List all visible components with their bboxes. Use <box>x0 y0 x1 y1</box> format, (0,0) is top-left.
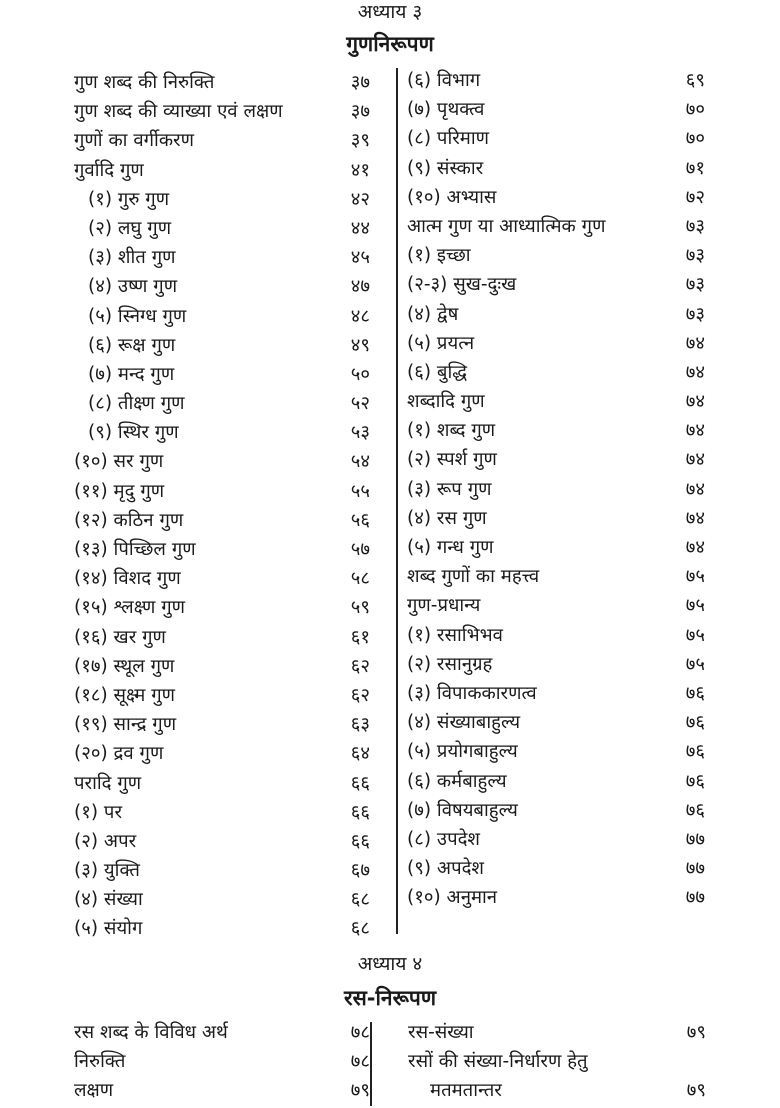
toc-entry-title: (५) गन्ध गुण <box>407 537 494 558</box>
toc-entry-title: (६) विभाग <box>407 70 481 91</box>
toc-entry-title: (३) युक्ति <box>74 860 140 882</box>
toc-entry <box>407 621 705 650</box>
chapter-4-label: अध्याय ४ <box>357 953 423 975</box>
toc-entry-title: (१५) श्लक्ष्ण गुण <box>74 597 186 619</box>
toc-entry-page: ३९ <box>350 130 370 152</box>
toc-entry-title: (२) अपर <box>74 830 137 852</box>
toc-entry-page: ७९ <box>350 1080 370 1102</box>
toc-entry-page: ७४ <box>685 537 705 558</box>
toc-entry-page: ४२ <box>350 188 370 210</box>
toc-entry-page: ७४ <box>685 507 705 529</box>
toc-entry-page: ५६ <box>350 509 370 531</box>
toc-entry-title: आत्म गुण या आध्यात्मिक गुण <box>407 215 606 237</box>
toc-entry <box>407 300 705 329</box>
toc-entry-page: ७६ <box>685 799 705 821</box>
toc-entry-title: निरुक्ति <box>74 1051 126 1073</box>
toc-entry <box>407 154 705 183</box>
toc-entry-page: ७७ <box>685 858 705 880</box>
toc-entry-title: (४) संख्याबाहुल्य <box>407 712 521 734</box>
toc-entry <box>407 591 705 620</box>
toc-entry-page: ४१ <box>350 159 370 181</box>
toc-entry <box>407 737 705 766</box>
toc-entry-page: ५७ <box>350 539 370 560</box>
toc-entry-page: ३७ <box>350 101 370 123</box>
toc-entry <box>407 796 705 825</box>
toc-entry-title: (३) विपाककारणत्व <box>407 682 537 704</box>
toc-entry <box>407 329 705 358</box>
toc-entry <box>407 445 705 474</box>
toc-entry <box>74 214 370 243</box>
toc-entry <box>407 387 705 416</box>
toc-entry <box>74 535 370 564</box>
toc-entry-page: ७४ <box>685 332 705 354</box>
toc-entry-page: ७३ <box>685 303 705 325</box>
toc-entry-title: (१) रसाभिभव <box>407 624 503 646</box>
toc-entry <box>74 506 370 535</box>
toc-entry-title: लक्षण <box>74 1080 114 1102</box>
toc-entry <box>74 156 370 185</box>
toc-entry-title: (१९) सान्द्र गुण <box>74 714 177 736</box>
toc-entry-title: मतमतान्तर <box>430 1080 502 1102</box>
toc-entry-title: (७) विषयबाहुल्य <box>407 799 518 821</box>
chapter-4-title: रस-निरूपण <box>343 986 437 1010</box>
toc-entry <box>74 418 370 447</box>
toc-entry-title: (७) मन्द गुण <box>88 363 175 385</box>
toc-entry-title: (६) कर्मबाहुल्य <box>407 770 507 792</box>
toc-entry-title: (५) संयोग <box>74 918 143 940</box>
toc-entry <box>74 1018 370 1047</box>
toc-entry-title: (१०) अनुमान <box>407 887 498 909</box>
toc-entry <box>74 593 370 622</box>
toc-entry-title: (१३) पिच्छिल गुण <box>74 539 196 560</box>
toc-entry-page: ४७ <box>350 276 370 298</box>
toc-entry-page: ७५ <box>685 566 705 588</box>
toc-entry-page: ५३ <box>350 422 370 444</box>
toc-entry <box>407 767 705 796</box>
toc-entry-page: ७० <box>685 128 705 150</box>
toc-entry-page: ६६ <box>350 772 370 794</box>
toc-entry-title: (१८) सूक्ष्म गुण <box>74 684 176 706</box>
toc-entry <box>74 885 370 914</box>
toc-entry-page: ६९ <box>685 70 705 91</box>
toc-entry <box>74 126 370 155</box>
toc-entry <box>407 95 705 124</box>
toc-entry <box>407 475 705 504</box>
toc-entry-title: गुणों का वर्गीकरण <box>74 130 194 152</box>
toc-entry-title: (१२) कठिन गुण <box>74 509 184 531</box>
toc-entry-page: ५४ <box>350 451 370 473</box>
toc-entry-page: ७३ <box>685 215 705 237</box>
toc-entry-page: ५९ <box>350 597 370 619</box>
toc-entry-title: गुण-प्रधान्य <box>407 595 481 617</box>
toc-entry <box>407 270 705 299</box>
chapter-3-title: गुणनिरूपण <box>346 32 434 56</box>
toc-entry-page: ७५ <box>685 624 705 646</box>
chapter-3-right-column <box>407 66 705 912</box>
toc-entry <box>407 883 705 912</box>
toc-entry-title: (४) द्वेष <box>407 303 459 325</box>
toc-entry-page: ७२ <box>685 186 705 208</box>
toc-entry <box>407 416 705 445</box>
chapter-3-left-column <box>74 68 370 944</box>
toc-entry-title: गुण शब्द की व्याख्या एवं लक्षण <box>74 101 283 123</box>
toc-entry-page: ६२ <box>350 655 370 677</box>
toc-entry <box>408 1047 706 1076</box>
toc-entry-title: (१०) सर गुण <box>74 451 164 473</box>
toc-entry-title: (४) रस गुण <box>407 507 487 529</box>
toc-entry-page: ७६ <box>685 682 705 704</box>
toc-entry <box>74 243 370 272</box>
toc-entry <box>407 562 705 591</box>
toc-entry <box>407 241 705 270</box>
toc-entry <box>74 798 370 827</box>
toc-entry <box>74 564 370 593</box>
toc-entry-page: ४८ <box>350 305 370 327</box>
toc-entry <box>74 185 370 214</box>
toc-entry-title: (११) मृदु गुण <box>74 480 165 502</box>
toc-entry-title: (६) रूक्ष गुण <box>88 334 176 356</box>
toc-entry-title: शब्द गुणों का महत्त्व <box>407 566 540 588</box>
toc-entry-title: (२) रसानुग्रह <box>407 653 493 675</box>
toc-entry-title: (२) स्पर्श गुण <box>407 449 497 471</box>
toc-entry-title: (३) शीत गुण <box>88 247 176 269</box>
toc-entry <box>407 183 705 212</box>
toc-entry <box>74 360 370 389</box>
toc-entry-title: (५) प्रयोगबाहुल्य <box>407 741 518 763</box>
toc-entry-title: (७) पृथक्त्व <box>407 99 485 121</box>
toc-entry-page: ७६ <box>685 770 705 792</box>
toc-entry-title: (३) रूप गुण <box>407 478 492 500</box>
toc-entry-title: गुण शब्द की निरुक्ति <box>74 72 215 93</box>
toc-entry-title: (२०) द्रव गुण <box>74 743 164 765</box>
toc-entry-page: ६२ <box>350 684 370 706</box>
toc-entry-title: (१) इच्छा <box>407 245 471 267</box>
toc-entry-page: ७५ <box>685 653 705 675</box>
toc-entry-page: ७३ <box>685 274 705 296</box>
toc-entry-page: ६४ <box>350 743 370 765</box>
toc-entry-page: ७४ <box>685 449 705 471</box>
toc-entry-page: ७७ <box>685 828 705 850</box>
toc-entry <box>74 1047 370 1076</box>
toc-entry-title: (९) संस्कार <box>407 157 484 179</box>
toc-entry <box>74 302 370 331</box>
toc-entry <box>408 1018 706 1047</box>
toc-entry-page: ७४ <box>685 391 705 413</box>
toc-entry-page: ७४ <box>685 420 705 442</box>
toc-entry <box>74 827 370 856</box>
toc-entry-page: ५० <box>350 363 370 385</box>
toc-entry-page: ७८ <box>350 1051 370 1073</box>
toc-entry-page: ६१ <box>350 626 370 648</box>
toc-entry <box>74 477 370 506</box>
toc-entry <box>74 68 370 97</box>
toc-entry-title: (२-३) सुख-दुःख <box>407 274 517 296</box>
toc-entry-page: ७६ <box>685 712 705 734</box>
toc-entry-title: (४) उष्ण गुण <box>88 276 178 298</box>
toc-entry <box>407 679 705 708</box>
toc-entry <box>74 389 370 418</box>
toc-entry <box>407 66 705 95</box>
toc-entry <box>408 1076 706 1105</box>
toc-entry-page: ७४ <box>685 478 705 500</box>
toc-entry <box>407 533 705 562</box>
toc-entry-title: रसों की संख्या-निर्धारण हेतु <box>408 1051 588 1073</box>
toc-entry <box>407 358 705 387</box>
toc-entry <box>74 447 370 476</box>
toc-entry <box>74 272 370 301</box>
toc-entry-title: (१) शब्द गुण <box>407 420 496 442</box>
toc-entry-page: ७७ <box>685 887 705 909</box>
toc-entry-title: रस शब्द के विविध अर्थ <box>74 1022 228 1043</box>
toc-entry <box>407 212 705 241</box>
toc-entry-page: ७९ <box>686 1022 706 1043</box>
chapter-3-label: अध्याय ३ <box>357 1 423 23</box>
toc-entry <box>74 331 370 360</box>
column-divider <box>370 1022 372 1106</box>
toc-entry-title: शब्दादि गुण <box>407 391 485 413</box>
toc-entry-page: ७१ <box>685 157 705 179</box>
toc-entry-page: ५५ <box>350 480 370 502</box>
toc-entry-title: (८) उपदेश <box>407 828 480 850</box>
toc-entry-page: ७८ <box>350 1022 370 1043</box>
toc-entry-page: ७४ <box>685 361 705 383</box>
toc-entry <box>407 825 705 854</box>
toc-entry <box>407 650 705 679</box>
toc-entry <box>74 652 370 681</box>
toc-entry-page: ४४ <box>350 217 370 239</box>
toc-entry <box>74 914 370 943</box>
toc-entry <box>74 739 370 768</box>
toc-entry-title: (५) स्निग्ध गुण <box>88 305 187 327</box>
toc-entry <box>74 1076 370 1105</box>
chapter-4-right-column <box>408 1018 706 1106</box>
toc-entry-page: ६६ <box>350 830 370 852</box>
toc-entry-page: ५८ <box>350 568 370 590</box>
toc-entry-page: ७३ <box>685 245 705 267</box>
toc-entry-title: (१६) खर गुण <box>74 626 166 648</box>
toc-entry-title: (९) अपदेश <box>407 858 484 880</box>
toc-entry <box>74 769 370 798</box>
toc-entry-title: रस-संख्या <box>408 1022 474 1043</box>
toc-entry-title: (९) स्थिर गुण <box>88 422 179 444</box>
toc-entry-page: ७९ <box>686 1080 706 1102</box>
toc-entry-page: ६६ <box>350 801 370 823</box>
toc-entry-title: (२) लघु गुण <box>88 217 172 239</box>
toc-entry <box>74 856 370 885</box>
toc-entry-title: (१) पर <box>74 801 123 823</box>
toc-entry <box>74 710 370 739</box>
toc-entry <box>74 681 370 710</box>
toc-entry-page: ३७ <box>350 72 370 93</box>
toc-entry-title: (४) संख्या <box>74 889 143 911</box>
toc-entry-title: (८) परिमाण <box>407 128 490 150</box>
toc-entry-page: ७० <box>685 99 705 121</box>
toc-entry-page: ६८ <box>350 889 370 911</box>
toc-entry-page: ६८ <box>350 918 370 940</box>
toc-entry-title: गुर्वादि गुण <box>74 159 144 181</box>
toc-entry <box>74 623 370 652</box>
toc-entry-page: ६३ <box>350 714 370 736</box>
toc-entry-title: (१) गुरु गुण <box>88 188 170 210</box>
toc-entry-page: ५२ <box>350 393 370 415</box>
toc-entry-page: ७५ <box>685 595 705 617</box>
toc-entry <box>407 854 705 883</box>
toc-entry-title: (५) प्रयत्न <box>407 332 475 354</box>
column-divider <box>396 68 398 934</box>
toc-entry <box>407 504 705 533</box>
toc-entry-page: ४९ <box>350 334 370 356</box>
toc-entry-title: (८) तीक्ष्ण गुण <box>88 393 185 415</box>
toc-entry <box>407 124 705 153</box>
chapter-4-left-column <box>74 1018 370 1106</box>
toc-entry-page: ७६ <box>685 741 705 763</box>
toc-entry-title: (१४) विशद गुण <box>74 568 181 590</box>
toc-entry-page: ६७ <box>350 860 370 882</box>
toc-entry-title: (१०) अभ्यास <box>407 186 497 208</box>
toc-entry-title: परादि गुण <box>74 772 142 794</box>
toc-entry-page: ४५ <box>350 247 370 269</box>
toc-entry <box>74 97 370 126</box>
toc-entry <box>407 708 705 737</box>
toc-entry-title: (१७) स्थूल गुण <box>74 655 175 677</box>
toc-entry-title: (६) बुद्धि <box>407 361 468 383</box>
